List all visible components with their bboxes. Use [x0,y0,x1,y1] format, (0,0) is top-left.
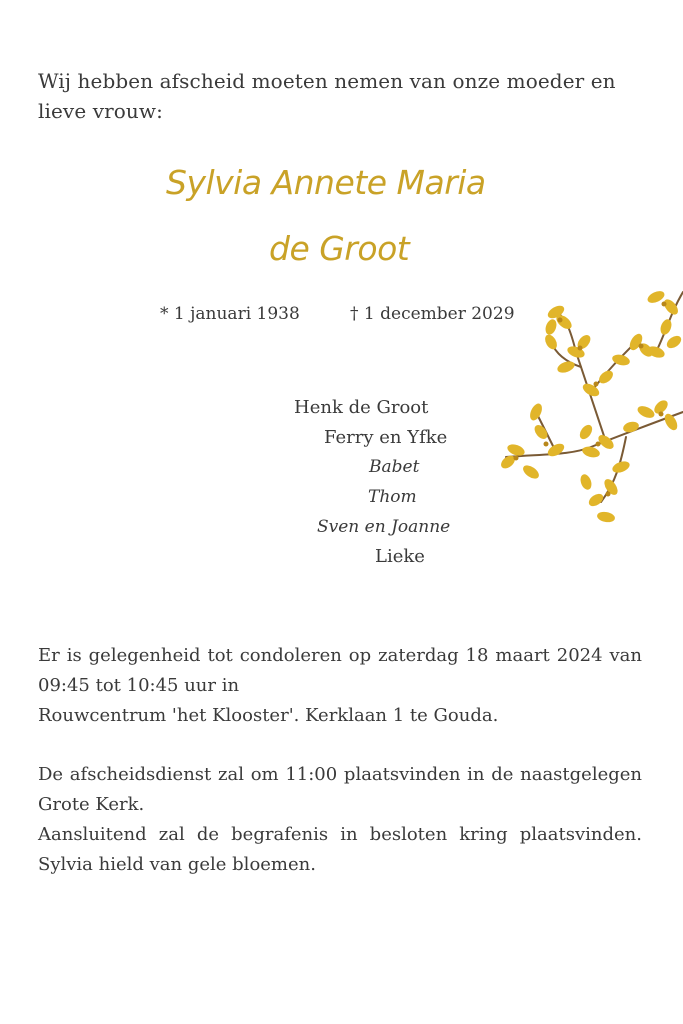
condolence-info [38,641,642,731]
condolence-line-2: Rouwcentrum 'het Klooster'. Kerklaan 1 te Gouda. [38,705,499,726]
service-line-1: De afscheidsdienst zal om 11:00 plaatsvinden in de naastgelegen Grote Kerk. [38,764,642,815]
family-member: Sven en Joanne [317,517,451,537]
deceased-name-last: de Groot [269,229,410,268]
family-member: Ferry en Yfke [324,427,448,448]
family-member: Lieke [375,546,425,567]
death-date: † 1 december 2029 [350,304,515,324]
condolence-line-1: Er is gelegenheid tot condoleren op zaterdag 18 maart 2024 van 09:45 tot 10:45 uur in [38,645,642,696]
forsythia-branch-illustration [496,272,683,532]
birth-date: * 1 januari 1938 [160,304,300,324]
family-member: Thom [368,487,417,507]
service-line-2: Aansluitend zal de begrafenis in besloten kring plaatsvinden. Sylvia hield van gele bloemen. [38,824,642,875]
family-member: Henk de Groot [294,397,429,418]
service-info [38,760,642,880]
intro-text: Wij hebben afscheid moeten nemen van onze moeder en lieve vrouw: [38,69,616,123]
deceased-name-first: Sylvia Annete Maria [166,163,486,202]
family-member: Babet [369,457,420,477]
